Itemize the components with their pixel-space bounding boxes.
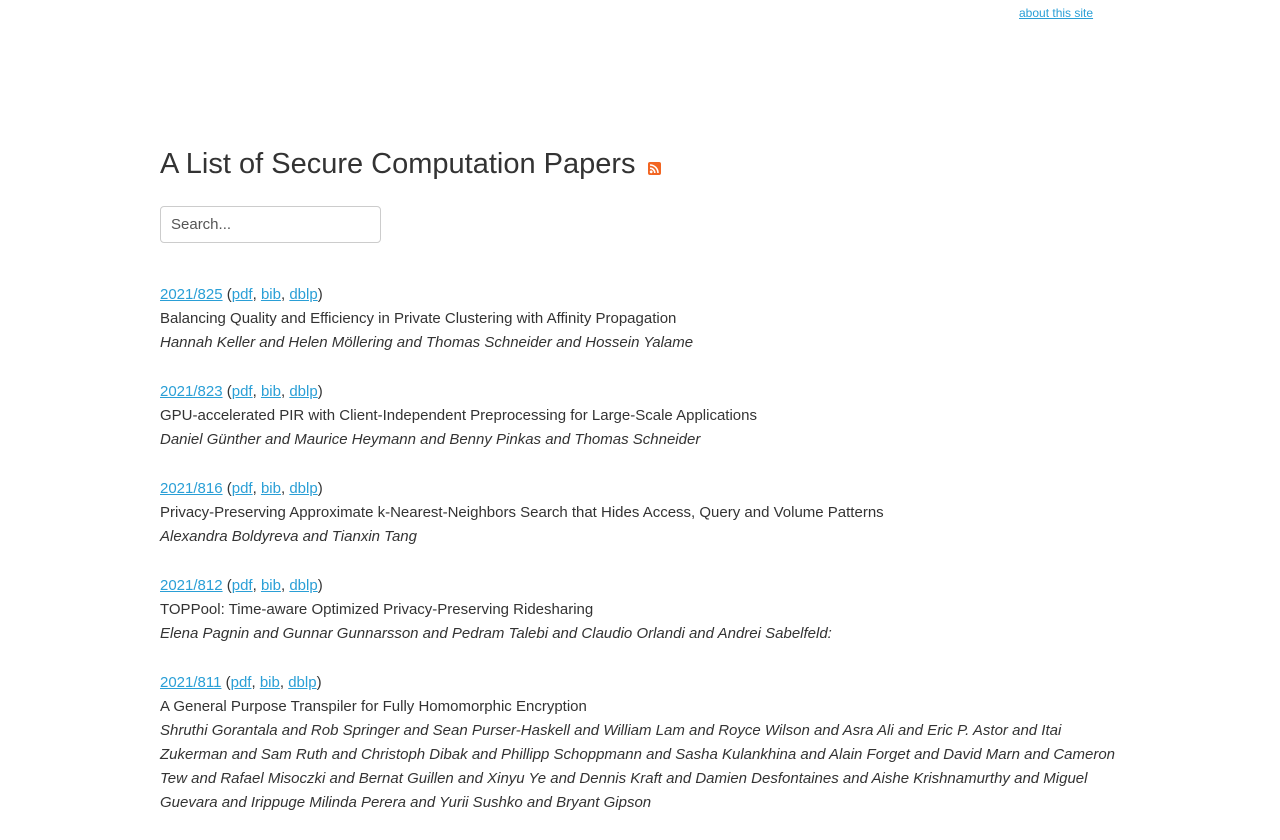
paper-authors: Shruthi Gorantala and Rob Springer and Sean Purser-Haskell and William Lam and Royce Wilson and Asra Ali and Eric P. Astor and Itai Zukerman and Sam Ruth and Christoph Dibak and Phillipp Schoppmann and Sasha Kulankhina and Alain Forget and David Marn and Cameron Tew and Rafael Misoczki and Bernat Guillen and Xinyu Ye and Dennis Kraft and Damien Desfontaines and Aishe Krishnamurthy and Miguel Guevara and Irippuge Milinda Perera and Yurii Sushko and Bryant Gipson bbox=[160, 722, 1116, 811]
paper-authors: Alexandra Boldyreva and Tianxin Tang bbox=[160, 528, 417, 545]
punctuation: ( bbox=[222, 480, 232, 497]
paper-id-link[interactable]: 2021/812 bbox=[160, 577, 223, 594]
punctuation: , bbox=[251, 674, 260, 691]
paper-links bbox=[160, 380, 1120, 404]
pdf-link[interactable]: pdf bbox=[230, 674, 252, 691]
punctuation: ) bbox=[317, 480, 323, 497]
paper-title: GPU-accelerated PIR with Client-Independent Preprocessing for Large-Scale Applications bbox=[160, 407, 757, 424]
punctuation: , bbox=[280, 286, 290, 303]
punctuation: ) bbox=[317, 286, 323, 303]
paper-entry bbox=[160, 671, 1120, 815]
paper-title: Balancing Quality and Efficiency in Private Clustering with Affinity Propagation bbox=[160, 310, 677, 327]
punctuation: , bbox=[252, 286, 261, 303]
paper-entry bbox=[160, 283, 1120, 355]
paper-title: Privacy-Preserving Approximate k-Nearest-Neighbors Search that Hides Access, Query and Volume Patterns bbox=[160, 504, 884, 521]
paper-title: TOPPool: Time-aware Optimized Privacy-Preserving Ridesharing bbox=[160, 601, 594, 618]
dblp-link[interactable]: dblp bbox=[289, 480, 318, 497]
punctuation: ) bbox=[317, 383, 323, 400]
paper-links bbox=[160, 671, 1120, 695]
search-wrap bbox=[160, 206, 381, 243]
bib-link[interactable]: bib bbox=[260, 480, 281, 497]
paper-links bbox=[160, 477, 1120, 501]
paper-authors: Daniel Günther and Maurice Heymann and Benny Pinkas and Thomas Schneider bbox=[160, 431, 701, 448]
paper-entry bbox=[160, 380, 1120, 452]
bib-link[interactable]: bib bbox=[260, 286, 281, 303]
paper-authors: Hannah Keller and Helen Möllering and Thomas Schneider and Hossein Yalame bbox=[160, 334, 694, 351]
about-site-link[interactable]: about this site bbox=[1019, 6, 1094, 20]
paper-entry bbox=[160, 574, 1120, 646]
punctuation: ) bbox=[316, 674, 322, 691]
paper-entry bbox=[160, 477, 1120, 549]
bib-link[interactable]: bib bbox=[260, 577, 281, 594]
punctuation: , bbox=[280, 480, 290, 497]
paper-id-link[interactable]: 2021/823 bbox=[160, 383, 223, 400]
punctuation: , bbox=[279, 674, 289, 691]
dblp-link[interactable]: dblp bbox=[289, 577, 318, 594]
bib-link[interactable]: bib bbox=[259, 674, 280, 691]
punctuation: ( bbox=[222, 383, 232, 400]
pdf-link[interactable]: pdf bbox=[231, 577, 253, 594]
punctuation: , bbox=[280, 577, 290, 594]
paper-list bbox=[160, 283, 1120, 840]
paper-id-link[interactable]: 2021/816 bbox=[160, 480, 223, 497]
pdf-link[interactable]: pdf bbox=[231, 286, 253, 303]
bib-link[interactable]: bib bbox=[260, 383, 281, 400]
punctuation: ( bbox=[222, 577, 232, 594]
paper-authors: Elena Pagnin and Gunnar Gunnarsson and Pedram Talebi and Claudio Orlandi and Andrei Sabelfeld: bbox=[160, 625, 832, 642]
punctuation: ( bbox=[222, 286, 232, 303]
punctuation: ( bbox=[221, 674, 231, 691]
punctuation: , bbox=[280, 383, 290, 400]
dblp-link[interactable]: dblp bbox=[289, 286, 318, 303]
rss-icon[interactable] bbox=[648, 162, 661, 175]
pdf-link[interactable]: pdf bbox=[231, 480, 253, 497]
page-title-text: A List of Secure Computation Papers bbox=[160, 148, 636, 180]
pdf-link[interactable]: pdf bbox=[231, 383, 253, 400]
punctuation: , bbox=[252, 383, 261, 400]
paper-title: A General Purpose Transpiler for Fully Homomorphic Encryption bbox=[160, 698, 587, 715]
punctuation: ) bbox=[317, 577, 323, 594]
dblp-link[interactable]: dblp bbox=[288, 674, 317, 691]
paper-id-link[interactable]: 2021/825 bbox=[160, 286, 223, 303]
search-input[interactable] bbox=[160, 206, 381, 243]
dblp-link[interactable]: dblp bbox=[289, 383, 318, 400]
page-title bbox=[160, 146, 661, 182]
paper-links bbox=[160, 283, 1120, 307]
paper-links bbox=[160, 574, 1120, 598]
punctuation: , bbox=[252, 577, 261, 594]
punctuation: , bbox=[252, 480, 261, 497]
paper-id-link[interactable]: 2021/811 bbox=[160, 674, 222, 691]
